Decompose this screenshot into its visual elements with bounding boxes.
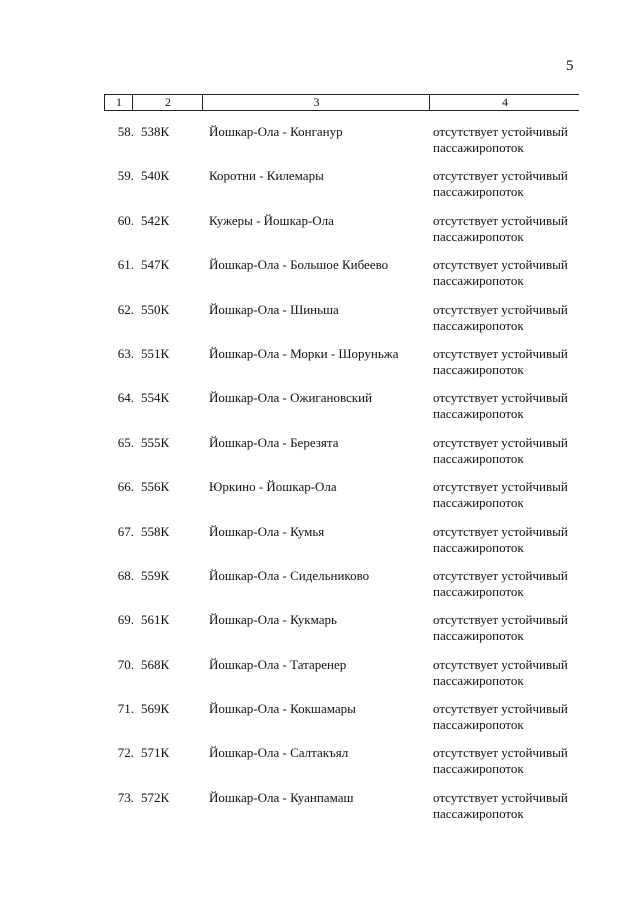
table-row [104,524,579,568]
route-code: 571К [141,745,170,761]
route-code: 550К [141,301,170,317]
row-number: 71. [117,701,134,717]
route-name: Йошкар-Ола - Куанпамаш [209,789,354,805]
row-number: 63. [117,345,134,361]
route-name: Йошкар-Ола - Березята [209,434,339,450]
route-status [433,390,579,422]
route-status [433,257,579,289]
status-line-1: отсутствует устойчивый [433,345,568,361]
status-line-2: пассажиропоток [433,273,524,289]
route-status [433,346,579,378]
row-number: 66. [117,479,134,495]
route-code: 555К [141,434,170,450]
row-number: 58. [117,124,134,139]
route-status [433,479,579,511]
row-number: 69. [117,612,134,628]
status-line-2: пассажиропоток [433,228,524,244]
table-row [104,257,579,301]
table-row [104,568,579,612]
route-name: Кужеры - Йошкар-Ола [209,212,334,228]
status-line-1: отсутствует устойчивый [433,656,568,672]
status-line-2: пассажиропоток [433,717,524,733]
route-status [433,124,579,156]
status-line-1: отсутствует устойчивый [433,124,568,139]
table-header [104,94,579,111]
row-number: 61. [117,257,134,273]
header-col-4: 4 [429,95,580,110]
route-status [433,213,579,245]
route-code: 572К [141,789,170,805]
header-col-2: 2 [132,95,203,110]
row-number: 70. [117,656,134,672]
row-number: 60. [117,212,134,228]
status-line-1: отсутствует устойчивый [433,434,568,450]
status-line-2: пассажиропоток [433,495,524,511]
status-line-2: пассажиропоток [433,317,524,333]
route-code: 559К [141,567,170,583]
table-row [104,168,579,212]
route-code: 569К [141,701,170,717]
table-row [104,612,579,656]
status-line-1: отсутствует устойчивый [433,479,568,495]
status-line-2: пассажиропоток [433,628,524,644]
table-row [104,390,579,434]
route-status [433,790,579,822]
row-number: 72. [117,745,134,761]
status-line-1: отсутствует устойчивый [433,523,568,539]
route-name: Йошкар-Ола - Кокшамары [209,701,356,717]
status-line-1: отсутствует устойчивый [433,212,568,228]
row-number: 62. [117,301,134,317]
route-code: 556К [141,479,170,495]
header-col-3: 3 [202,95,430,110]
route-status [433,435,579,467]
route-name: Коротни - Килемары [209,168,324,184]
status-line-2: пассажиропоток [433,583,524,599]
table-row [104,479,579,523]
row-number: 59. [117,168,134,184]
route-code: 542К [141,212,170,228]
route-name: Йошкар-Ола - Татаренер [209,656,347,672]
route-code: 538К [141,124,170,139]
route-code: 540К [141,168,170,184]
status-line-2: пассажиропоток [433,450,524,466]
route-name: Йошкар-Ола - Кумья [209,523,325,539]
status-line-2: пассажиропоток [433,184,524,200]
status-line-1: отсутствует устойчивый [433,168,568,184]
route-status [433,302,579,334]
route-name: Йошкар-Ола - Кукмарь [209,612,337,628]
status-line-1: отсутствует устойчивый [433,745,568,761]
table-row [104,302,579,346]
status-line-2: пассажиропоток [433,361,524,377]
status-line-1: отсутствует устойчивый [433,789,568,805]
status-line-1: отсутствует устойчивый [433,567,568,583]
table-row [104,346,579,390]
status-line-2: пассажиропоток [433,805,524,821]
route-name: Йошкар-Ола - Ожигановский [209,390,373,406]
header-col-1: 1 [104,95,133,110]
status-line-2: пассажиропоток [433,539,524,555]
table-row [104,435,579,479]
route-code: 561К [141,612,170,628]
status-line-2: пассажиропоток [433,406,524,422]
route-code: 547К [141,257,170,273]
route-name: Йошкар-Ола - Сидельниково [209,567,370,583]
route-name: Йошкар-Ола - Морки - Шоруньжа [209,345,399,361]
route-code: 554К [141,390,170,406]
row-number: 67. [117,523,134,539]
table-row [104,790,579,834]
status-line-1: отсутствует устойчивый [433,257,568,273]
table-row [104,701,579,745]
route-status [433,657,579,689]
table-row [104,124,579,168]
table-body [104,124,579,834]
route-status [433,168,579,200]
route-status [433,701,579,733]
route-status [433,745,579,777]
table-row [104,657,579,701]
status-line-1: отсутствует устойчивый [433,612,568,628]
page-number: 5 [566,58,574,74]
table-row [104,213,579,257]
route-code: 551К [141,345,170,361]
route-status [433,524,579,556]
status-line-2: пассажиропоток [433,140,524,155]
route-name: Йошкар-Ола - Конганур [209,124,343,139]
route-code: 568К [141,656,170,672]
row-number: 64. [117,390,134,406]
route-status [433,568,579,600]
row-number: 65. [117,434,134,450]
status-line-1: отсутствует устойчивый [433,390,568,406]
row-number: 68. [117,567,134,583]
status-line-1: отсутствует устойчивый [433,701,568,717]
status-line-2: пассажиропоток [433,761,524,777]
row-number: 73. [117,789,134,805]
route-name: Юркино - Йошкар-Ола [209,479,337,495]
route-status [433,612,579,644]
route-code: 558К [141,523,170,539]
route-name: Йошкар-Ола - Салтакъял [209,745,349,761]
route-name: Йошкар-Ола - Шиньша [209,301,339,317]
status-line-1: отсутствует устойчивый [433,301,568,317]
status-line-2: пассажиропоток [433,672,524,688]
route-name: Йошкар-Ола - Большое Кибеево [209,257,389,273]
table-row [104,745,579,789]
